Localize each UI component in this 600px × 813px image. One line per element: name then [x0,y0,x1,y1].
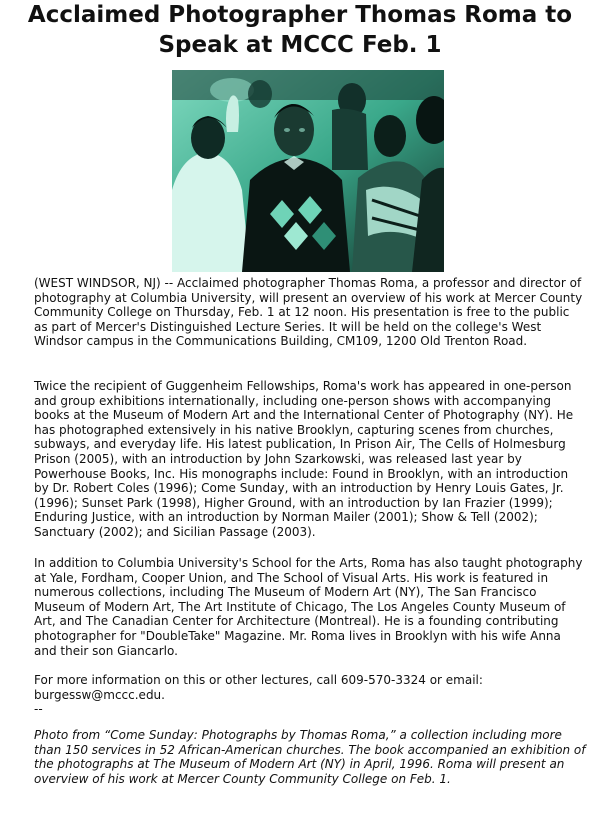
separator: -- [34,702,43,717]
paragraph-collections: In addition to Columbia University's School for the Arts, Roma has also taught photography at Yale, Fordham, Cooper Union, and The School of Visual Arts. His work is featured in numerous collections, including The Museum of Modern Art (NY), The San Francisco Museum of Modern Art, The Art Institute of Chicago, The Los Angeles County Museum of Art, and The Canadian Center for Architecture (Montreal). He is a founding contributing photographer for "DoubleTake" Magazine. Mr. Roma lives in Brooklyn with his wife Anna and their son Giancarlo. [34,556,583,658]
figure-central-man [242,158,350,272]
photo-caption: Photo from “Come Sunday: Photographs by Thomas Roma,” a collection including more than 150 services in 52 African-American churches. The book accompanied an exhibition of the photographs at The Museum of Modern Art (NY) in April, 1996. Roma will present an overview of his work at Mercer County Community College on Feb. 1. [34,728,586,786]
paragraph-intro: (WEST WINDSOR, NJ) -- Acclaimed photographer Thomas Roma, a professor and director of photography at Columbia University, will present an overview of his work at Mercer County Community College on Thursday, Feb. 1 at 12 noon. His presentation is free to the public as part of Mercer's Distinguished Lecture Series. It will be held on the college's West Windsor campus in the Communications Building, CM109, 1200 Old Trenton Road. [34,276,583,349]
headline [0,0,600,60]
contact-info [34,673,584,717]
contact-line-1: For more information on this or other lectures, call 609-570-3324 or email: [34,673,483,687]
paragraph-biography: Twice the recipient of Guggenheim Fellowships, Roma's work has appeared in one-person and group exhibitions internationally, including one-person shows with accompanying books at the Museum of Modern Art and the International Center of Photography (NY). He has photographed extensively in his native Brooklyn, capturing scenes from churches, subways, and everyday life. His latest publication, In Prison Air, The Cells of Holmesburg Prison (2005), with an introduction by John Szarkowski, was released last year by Powerhouse Books, Inc. His monographs include: Found in Brooklyn, with an introduction by Dr. Robert Coles (1996); Come Sunday, with an introduction by Henry Louis Gates, Jr. (1996); Sunset Park (1998), Higher Ground, with an introduction by Ian Frazier (1999); Enduring Justice, with an introduction by Norman Mailer (2001); Show & Tell (2002); Sanctuary (2002); and Sicilian Passage (2003). [34,379,574,539]
church-photograph [172,70,444,272]
headline-line-2: Speak at MCCC Feb. 1 [158,32,442,58]
contact-email: burgessw@mccc.edu. [34,687,165,702]
headline-line-1: Acclaimed Photographer Thomas Roma to [27,2,573,28]
